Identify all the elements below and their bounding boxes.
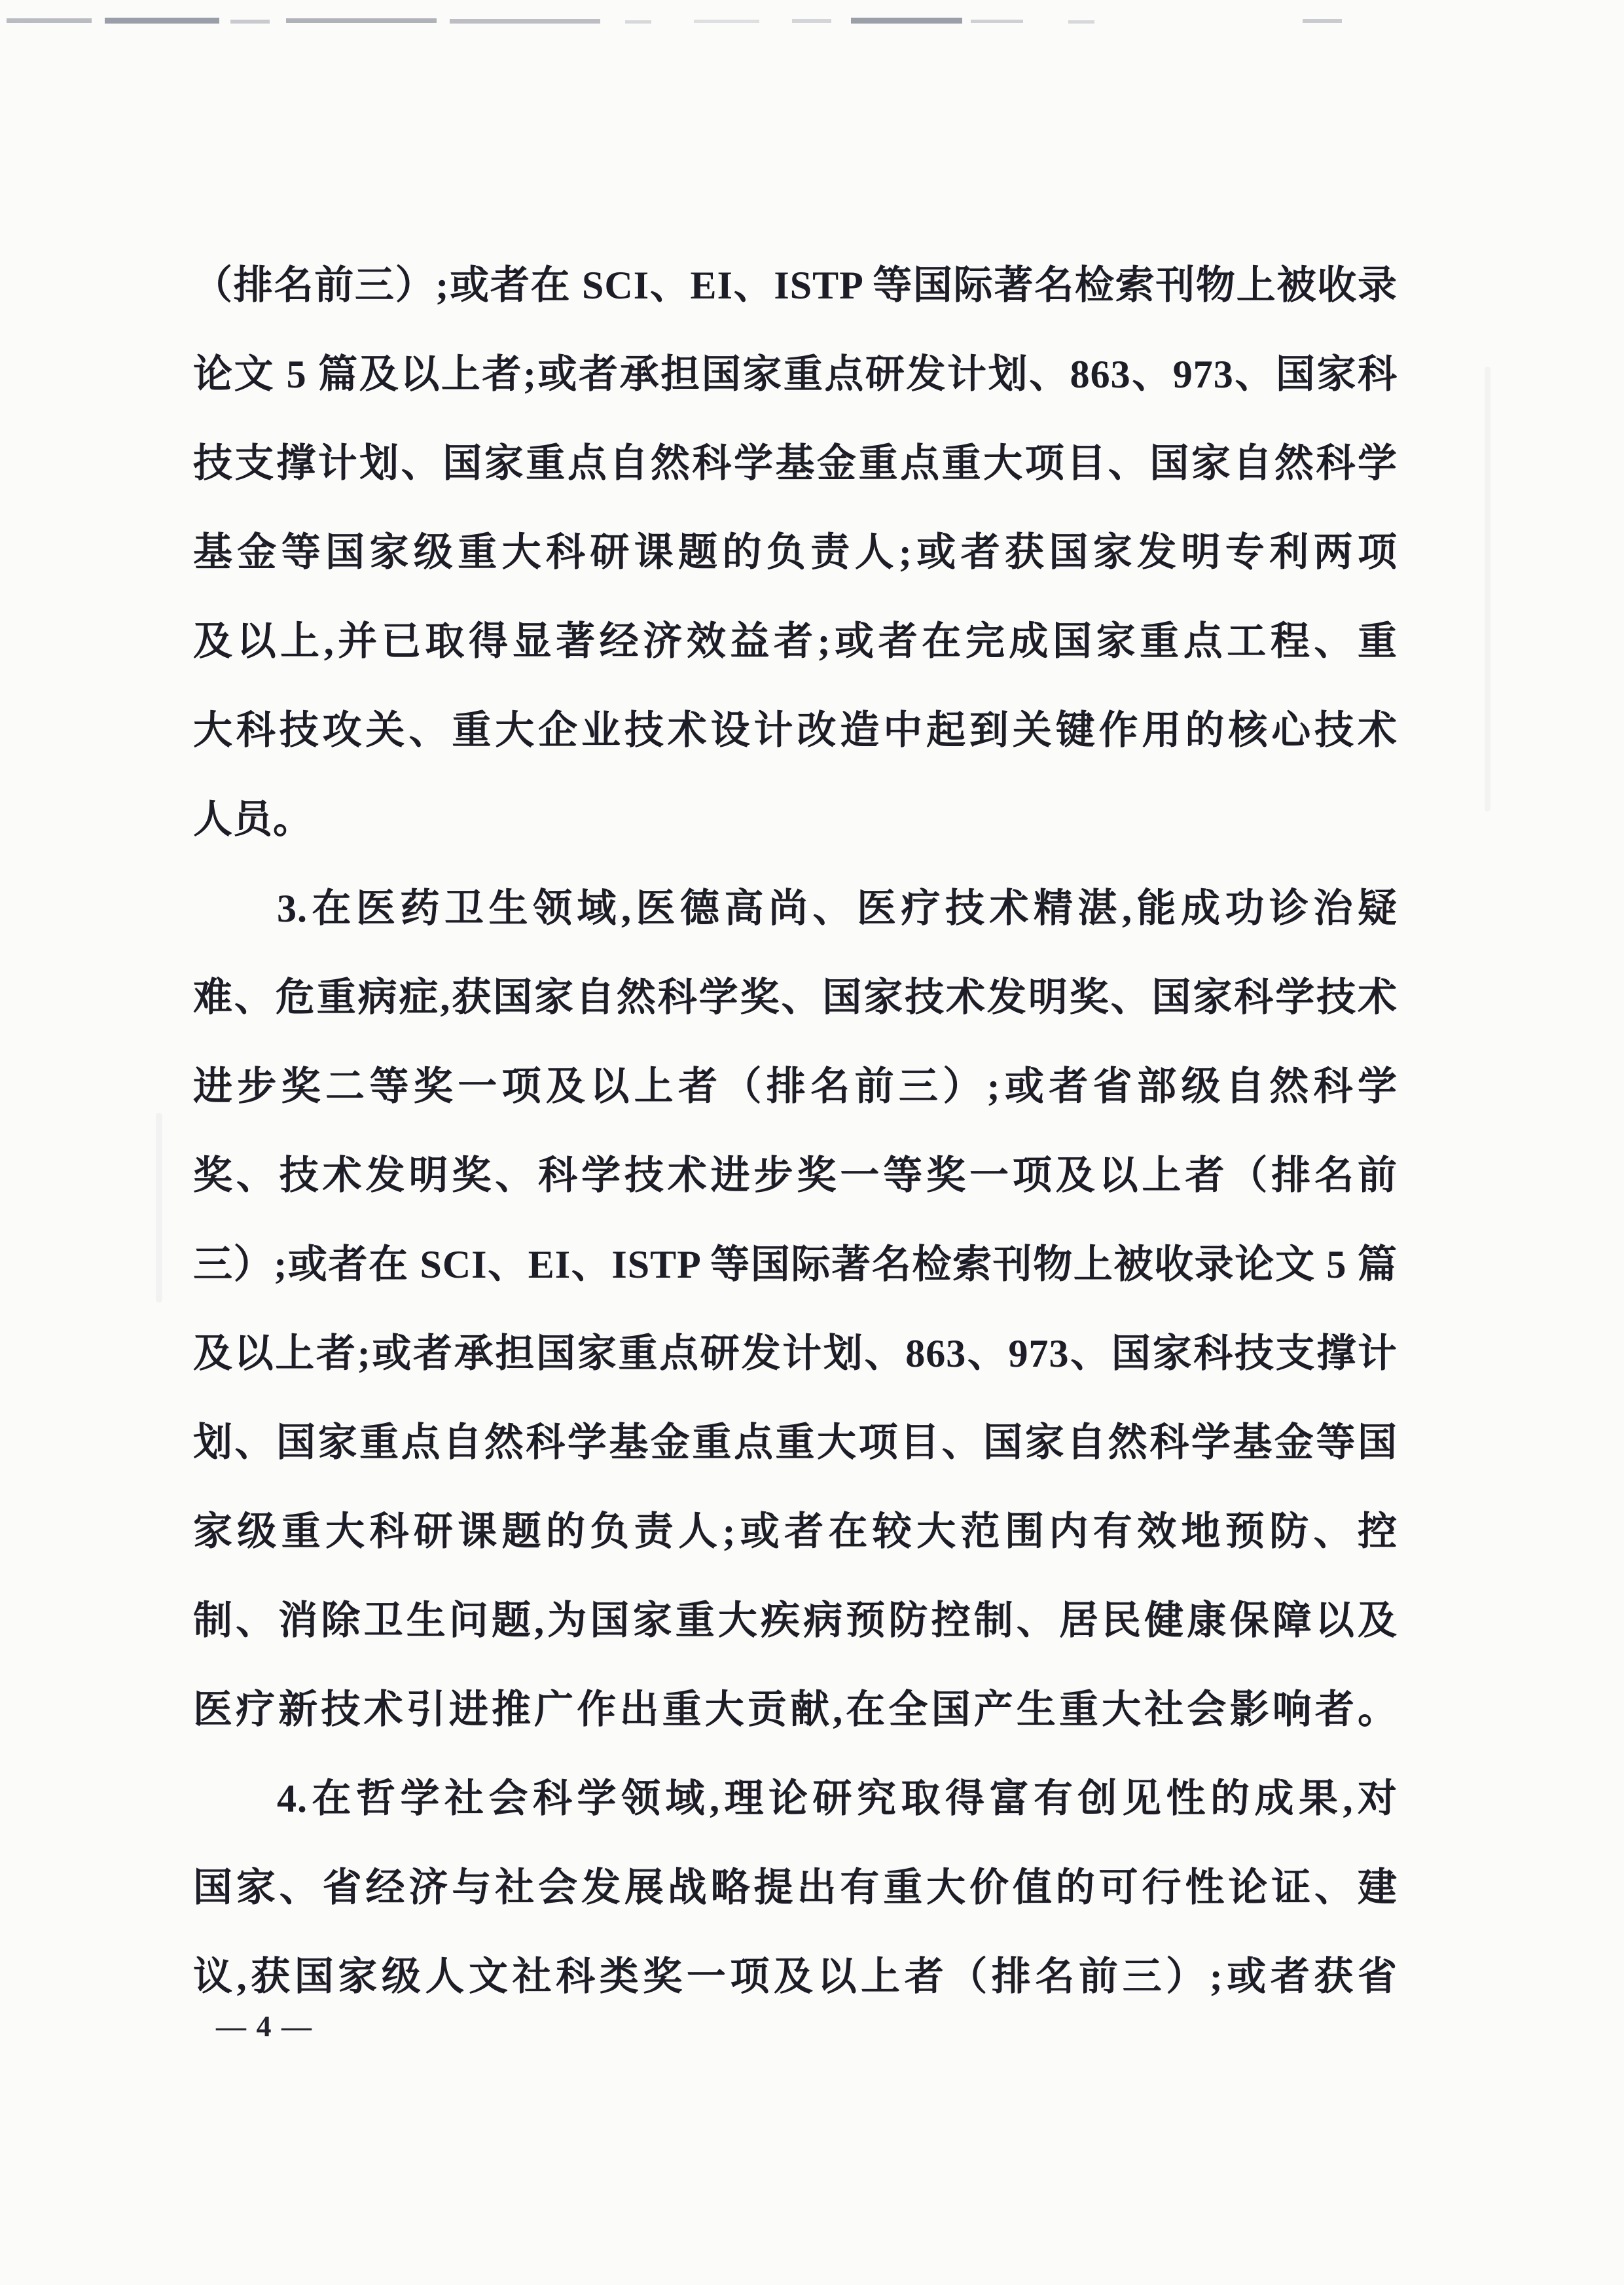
page-number: — 4 — (216, 2009, 313, 2043)
document-line: 人员。 (193, 798, 313, 841)
document-line: 4.在哲学社会科学领域,理论研究取得富有创见性的成果,对 (277, 1777, 1398, 1820)
document-line: 大科技攻关、重大企业技术设计改造中起到关键作用的核心技术 (193, 709, 1398, 752)
document-line: 议,获国家级人文社科类奖一项及以上者（排名前三）;或者获省 (193, 1955, 1398, 1998)
document-body (193, 241, 1398, 2021)
document-line: 难、危重病症,获国家自然科学奖、国家技术发明奖、国家科学技术 (193, 976, 1398, 1019)
paragraph-item-4 (193, 1754, 1398, 2021)
document-line: 家级重大科研课题的负责人;或者在较大范围内有效地预防、控 (193, 1510, 1398, 1553)
document-line: （排名前三）;或者在 SCI、EI、ISTP 等国际著名检索刊物上被收录 (193, 264, 1398, 307)
scan-smudge (156, 1113, 162, 1303)
document-line: 及以上,并已取得显著经济效益者;或者在完成国家重点工程、重 (193, 620, 1398, 663)
document-line: 划、国家重点自然科学基金重点重大项目、国家自然科学基金等国 (193, 1421, 1398, 1464)
document-line: 论文 5 篇及以上者;或者承担国家重点研发计划、863、973、国家科 (193, 353, 1398, 396)
document-line: 进步奖二等奖一项及以上者（排名前三）;或者省部级自然科学 (193, 1065, 1398, 1108)
document-line: 制、消除卫生问题,为国家重大疾病预防控制、居民健康保障以及 (193, 1599, 1398, 1642)
document-line: 国家、省经济与社会发展战略提出有重大价值的可行性论证、建 (193, 1866, 1398, 1909)
paragraph-continuation (193, 241, 1398, 864)
paragraph-item-3 (193, 864, 1398, 1754)
document-line: 奖、技术发明奖、科学技术进步奖一等奖一项及以上者（排名前 (193, 1154, 1398, 1197)
document-line: 医疗新技术引进推广作出重大贡献,在全国产生重大社会影响者。 (193, 1688, 1398, 1731)
document-line: 3.在医药卫生领域,医德高尚、医疗技术精湛,能成功诊治疑 (277, 887, 1398, 930)
document-line: 技支撑计划、国家重点自然科学基金重点重大项目、国家自然科学 (193, 442, 1398, 485)
document-line: 三）;或者在 SCI、EI、ISTP 等国际著名检索刊物上被收录论文 5 篇 (193, 1243, 1398, 1286)
document-line: 基金等国家级重大科研课题的负责人;或者获国家发明专利两项 (193, 531, 1398, 574)
document-line: 及以上者;或者承担国家重点研发计划、863、973、国家科技支撑计 (193, 1332, 1398, 1375)
scan-smudge (1485, 367, 1490, 812)
scan-noise-strip (0, 14, 1624, 27)
